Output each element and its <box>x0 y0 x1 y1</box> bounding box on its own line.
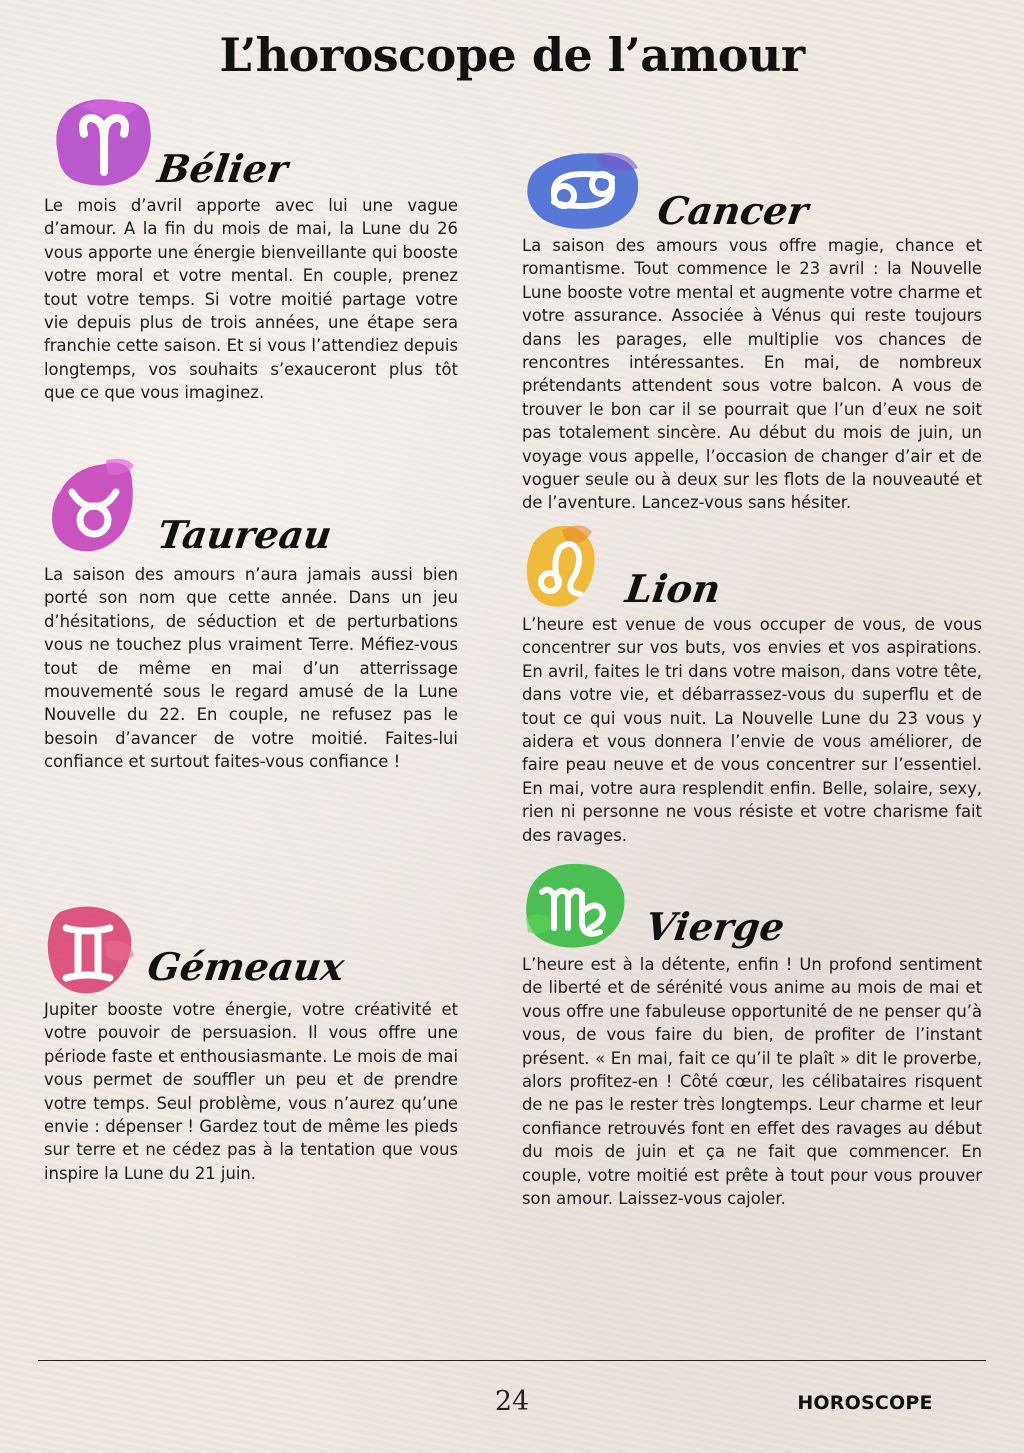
sign-text-taurus: La saison des amours n’aura jamais aussi bien porté son nom que cette année. Dans un jeu d’hésitations, de séduction et de perturbations vous ne touchez plus vraiment Terre. Méfiez-vous tout de même en mai d’un atterrissage mouvementé sous le regard amusé de la Lune Nouvelle du 22. En couple, ne refusez pas le besoin d’avancer de votre moitié. Faites-lui confiance et surtout faites-vous confiance ! <box>44 565 458 772</box>
gemini-icon <box>44 902 136 998</box>
sign-name-gemini: Gémeaux <box>144 944 348 989</box>
sign-name-taurus: Taureau <box>154 512 335 557</box>
sign-text-cancer: La saison des amours vous offre magie, chance et romantisme. Tout commence le 23 avril : la Nouvelle Lune booste votre mental et augmente votre charme et votre assurance. Associée à Vénus qui reste toujours dans les parages, elle multiplie vos chances de rencontres intéressantes. En mai, de nombreux prétendants attendent sous votre balcon. A vous de trouver le bon car il se pourrait que l’un d’eux ne soit pas totalement sincère. Au début du mois de juin, un voyage vous appelle, l’occasion de changer d’air et de voguer seule ou à deux sur les flots de la nouveauté et de l’aventure. Lancez-vous sans hésiter. <box>522 236 982 513</box>
sign-text-leo: L’heure est venue de vous occuper de vous, de vous concentrer sur vos buts, vos envies et vos aspirations. En avril, faites le tri dans votre maison, dans votre tête, dans votre vie, et débarrassez-vous du superflu et de tout ce qui vous nuit. La Nouvelle Lune du 23 vous y aidera et vous donnera l’envie de vous améliorer, de faire peau neuve et de vous concentrer sur l’essentiel. En mai, votre aura resplendit enfin. Belle, solaire, sexy, rien ni personne ne vous résiste et votre charisme fait des ravages. <box>522 615 982 845</box>
page-title: L’horoscope de l’amour <box>219 28 805 82</box>
virgo-icon <box>520 858 630 954</box>
sign-name-leo: Lion <box>622 566 724 611</box>
page-number: 24 <box>494 1386 530 1417</box>
taurus-icon <box>46 456 138 560</box>
sign-text-aries: Le mois d’avril apporte avec lui une vague d’amour. A la fin du mois de mai, la Lune du 26 vous apporte une énergie bienveillante qui booste votre moral et votre mental. En couple, prenez tout votre temps. Si votre moitié partage votre vie depuis plus de trois années, une étape sera franchie cette saison. Et si vous l’attendiez depuis longtemps, vos souhaits s’exauceront plus tôt que ce que vous imaginez. <box>44 196 458 403</box>
leo-icon <box>522 520 600 610</box>
sign-name-cancer: Cancer <box>654 188 812 233</box>
cancer-icon <box>524 148 642 232</box>
section-label: HOROSCOPE <box>797 1392 933 1414</box>
sign-text-gemini: Jupiter booste votre énergie, votre créativité et votre pouvoir de persuasion. Il vous offre une période faste et enthousiasmante. Le mois de mai vous permet de souffler un peu et de prendre votre temps. Seul problème, vous n’aurez qu’une envie : dépenser ! Gardez tout de même les pieds sur terre et ne cédez pas à la tentation que vous inspire la Lune du 21 juin. <box>44 1000 458 1183</box>
sign-name-aries: Bélier <box>154 146 291 191</box>
sign-text-virgo: L’heure est à la détente, enfin ! Un profond sentiment de liberté et de sérénité vous anime au mois de mai et vous offre une fabuleuse opportunité de ne penser qu’à vous, de vous faire du bien, de profiter de l’instant présent. « En mai, fait ce qu’il te plaît » dit le proverbe, alors profitez-en ! Côté cœur, les célibataires risquent de ne pas le rester très longtemps. Leur charme et leur confiance retrouvés font en effet des ravages au début du mois de juin et ça ne fait que commencer. En couple, votre moitié est prête à tout pour vous prouver son amour. Laissez-vous cajoler. <box>522 955 982 1209</box>
footer-divider <box>38 1360 986 1361</box>
aries-icon <box>50 92 155 192</box>
sign-name-virgo: Vierge <box>642 904 788 949</box>
